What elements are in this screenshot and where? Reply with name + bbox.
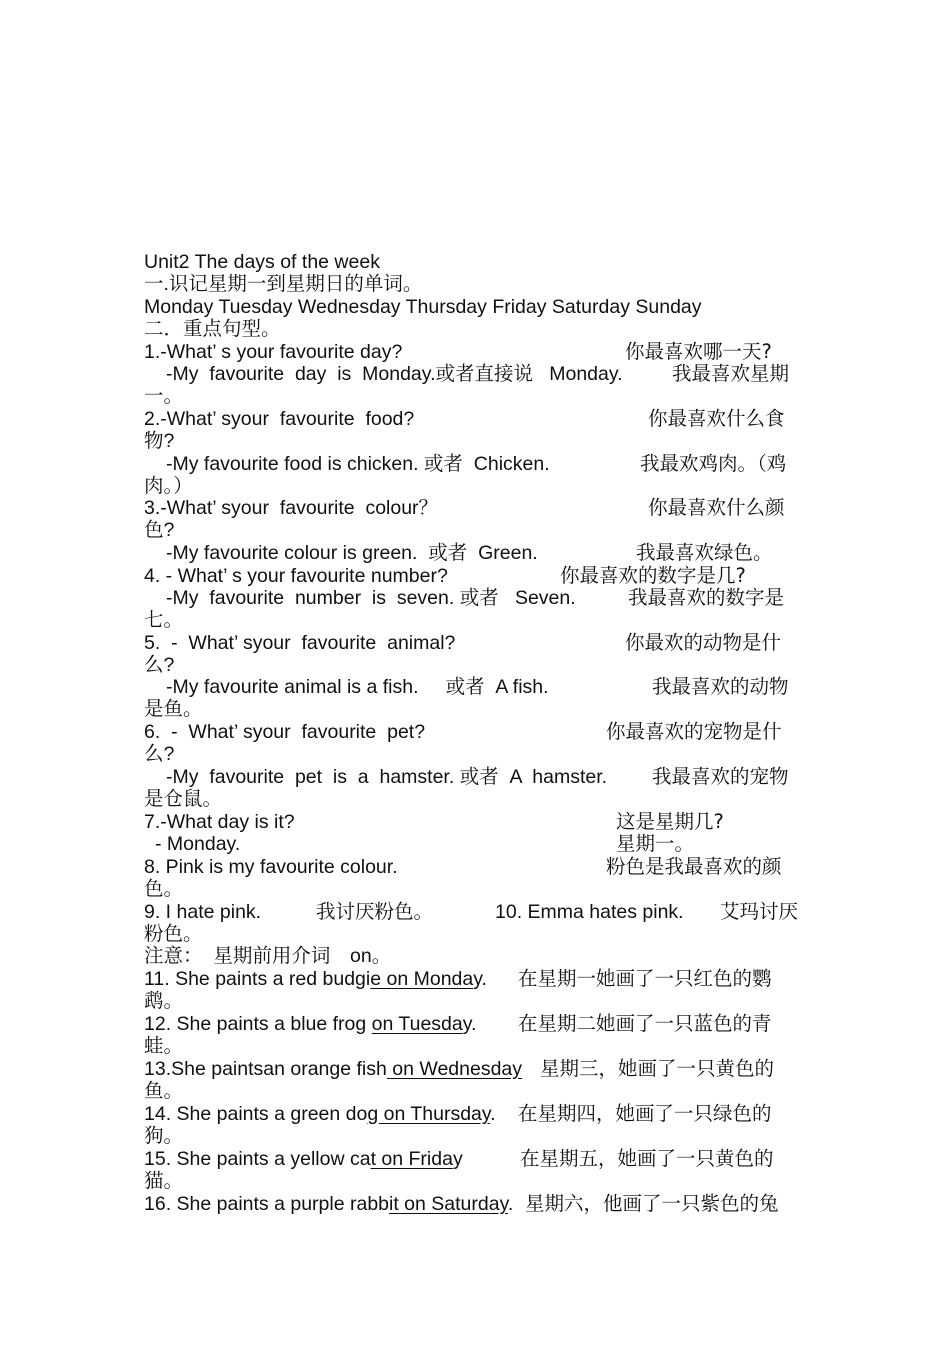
answer-4-translation-cont: 七。 [144,609,184,631]
answer-1-translation: 我最喜欢星期 [672,362,790,385]
sentence-8-translation-cont: 色。 [144,878,184,900]
answer-1: -My favourite day is Monday.或者直接说 Monday. [166,363,623,385]
sentence-12 [144,1013,476,1035]
sentence-9: 9. I hate pink. [144,901,262,923]
sentence-11-underlined: e on Monda [370,968,474,990]
sentence-15-post: y [452,1148,463,1170]
answer-2-translation-cont: 肉。） [144,475,193,497]
sentence-13-underlined: on Wednesday [386,1058,523,1080]
question-5-translation: 你最欢的动物是什 [625,631,782,654]
sentence-12-underlined: on Tuesda [371,1013,463,1035]
answer-5-translation-cont: 是鱼。 [144,698,203,720]
question-4-translation: 你最喜欢的数字是几? [560,564,746,587]
page-title: Unit2 The days of the week [144,251,380,273]
answer-5: -My favourite animal is a fish. 或者 A fish. [166,676,549,698]
days-list: Monday Tuesday Wednesday Thursday Friday Saturday Sunday [144,296,702,318]
answer-6-translation: 我最喜欢的宠物 [652,765,789,788]
answer-5-translation: 我最喜欢的动物 [652,675,789,698]
sentence-14-underlined: g on Thursday [367,1103,491,1125]
sentence-14-pre: 14. She paints a green do [144,1103,368,1125]
sentence-15-pre: 15. She paints a yellow ca [144,1148,371,1170]
question-2-translation: 你最喜欢什么食 [648,407,785,430]
sentence-15-translation: 在星期五，她画了一只黄色的 [520,1147,774,1170]
sentence-14-translation-cont: 狗。 [144,1125,184,1147]
answer-7-translation: 星期一。 [616,832,695,855]
answer-2-translation: 我最欢鸡肉。（鸡 [640,452,787,475]
question-6-translation: 你最喜欢的宠物是什 [606,720,782,743]
sentence-15-underlined: t on Frida [370,1148,453,1170]
sentence-13 [144,1058,522,1080]
sentence-8: 8. Pink is my favourite colour. [144,856,398,878]
answer-6: -My favourite pet is a hamster. 或者 A hamster. [166,766,608,788]
question-7: 7.-What day is it? [144,811,295,833]
section-2-heading: 二．重点句型。 [144,318,281,340]
sentence-16 [144,1193,513,1215]
question-3: 3.-What’ syour favourite colour？ [144,497,439,519]
sentence-13-translation: 星期三，她画了一只黄色的 [540,1057,775,1080]
question-2: 2.-What’ syour favourite food? [144,408,415,430]
question-2-translation-cont: 物? [144,430,175,452]
answer-4: -My favourite number is seven. 或者 Seven. [166,587,576,609]
answer-7: - Monday. [155,833,241,855]
question-1-translation: 你最喜欢哪一天? [625,340,772,363]
sentence-10-translation-cont: 粉色。 [144,923,203,945]
sentence-11 [144,968,487,990]
sentence-11-translation-cont: 鹉。 [144,990,184,1012]
sentence-9-translation: 我讨厌粉色。 [316,900,434,923]
sentence-11-translation: 在星期一她画了一只红色的鹦 [518,967,772,990]
sentence-16-underlined: it on Saturday [389,1193,508,1215]
sentence-13-translation-cont: 鱼。 [144,1080,184,1102]
sentence-13-pre: 13.She paintsan orange fish [144,1058,387,1080]
sentence-14-translation: 在星期四，她画了一只绿色的 [518,1102,772,1125]
answer-3-translation: 我最喜欢绿色。 [636,541,773,564]
sentence-8-translation: 粉色是我最喜欢的颜 [606,855,782,878]
sentence-16-post: . [507,1193,514,1215]
question-4: 4. - What’ s your favourite number? [144,565,448,587]
answer-4-translation: 我最喜欢的数字是 [628,586,785,609]
sentence-11-pre: 11. She paints a red budgi [144,968,371,990]
answer-1-translation-cont: 一。 [144,385,184,407]
section-1-heading: 一.识记星期一到星期日的单词。 [144,273,423,295]
sentence-12-pre: 12. She paints a blue frog [144,1013,372,1035]
sentence-12-translation-cont: 蛙。 [144,1035,184,1057]
sentence-12-translation: 在星期二她画了一只蓝色的青 [518,1012,772,1035]
sentence-11-post: y. [473,968,487,990]
sentence-10: 10. Emma hates pink. [495,901,684,923]
question-6-translation-cont: 么? [144,743,175,765]
sentence-10-translation: 艾玛讨厌 [720,900,799,923]
sentence-16-translation: 星期六，他画了一只紫色的兔 [525,1192,779,1215]
sentence-14 [144,1103,496,1125]
answer-3: -My favourite colour is green. 或者 Green. [166,542,538,564]
question-5: 5. - What’ syour favourite animal? [144,632,456,654]
sentence-12-post: y. [462,1013,477,1035]
question-3-translation: 你最喜欢什么颜 [648,496,785,519]
note-label: 注意： 星期前用介词 [144,945,331,967]
sentence-15-translation-cont: 猫。 [144,1170,184,1192]
question-7-translation: 这是星期几? [616,810,724,833]
note-word: on。 [350,945,392,967]
sentence-15 [144,1148,463,1170]
question-3-translation-cont: 色? [144,519,175,541]
answer-6-translation-cont: 是仓鼠。 [144,788,223,810]
question-1: 1.-What’ s your favourite day? [144,341,403,363]
answer-2: -My favourite food is chicken. 或者 Chicken. [166,453,550,475]
question-6: 6. - What’ syour favourite pet? [144,721,426,743]
sentence-16-pre: 16. She paints a purple rabb [144,1193,390,1215]
sentence-14-post: . [490,1103,496,1125]
question-5-translation-cont: 么? [144,654,175,676]
